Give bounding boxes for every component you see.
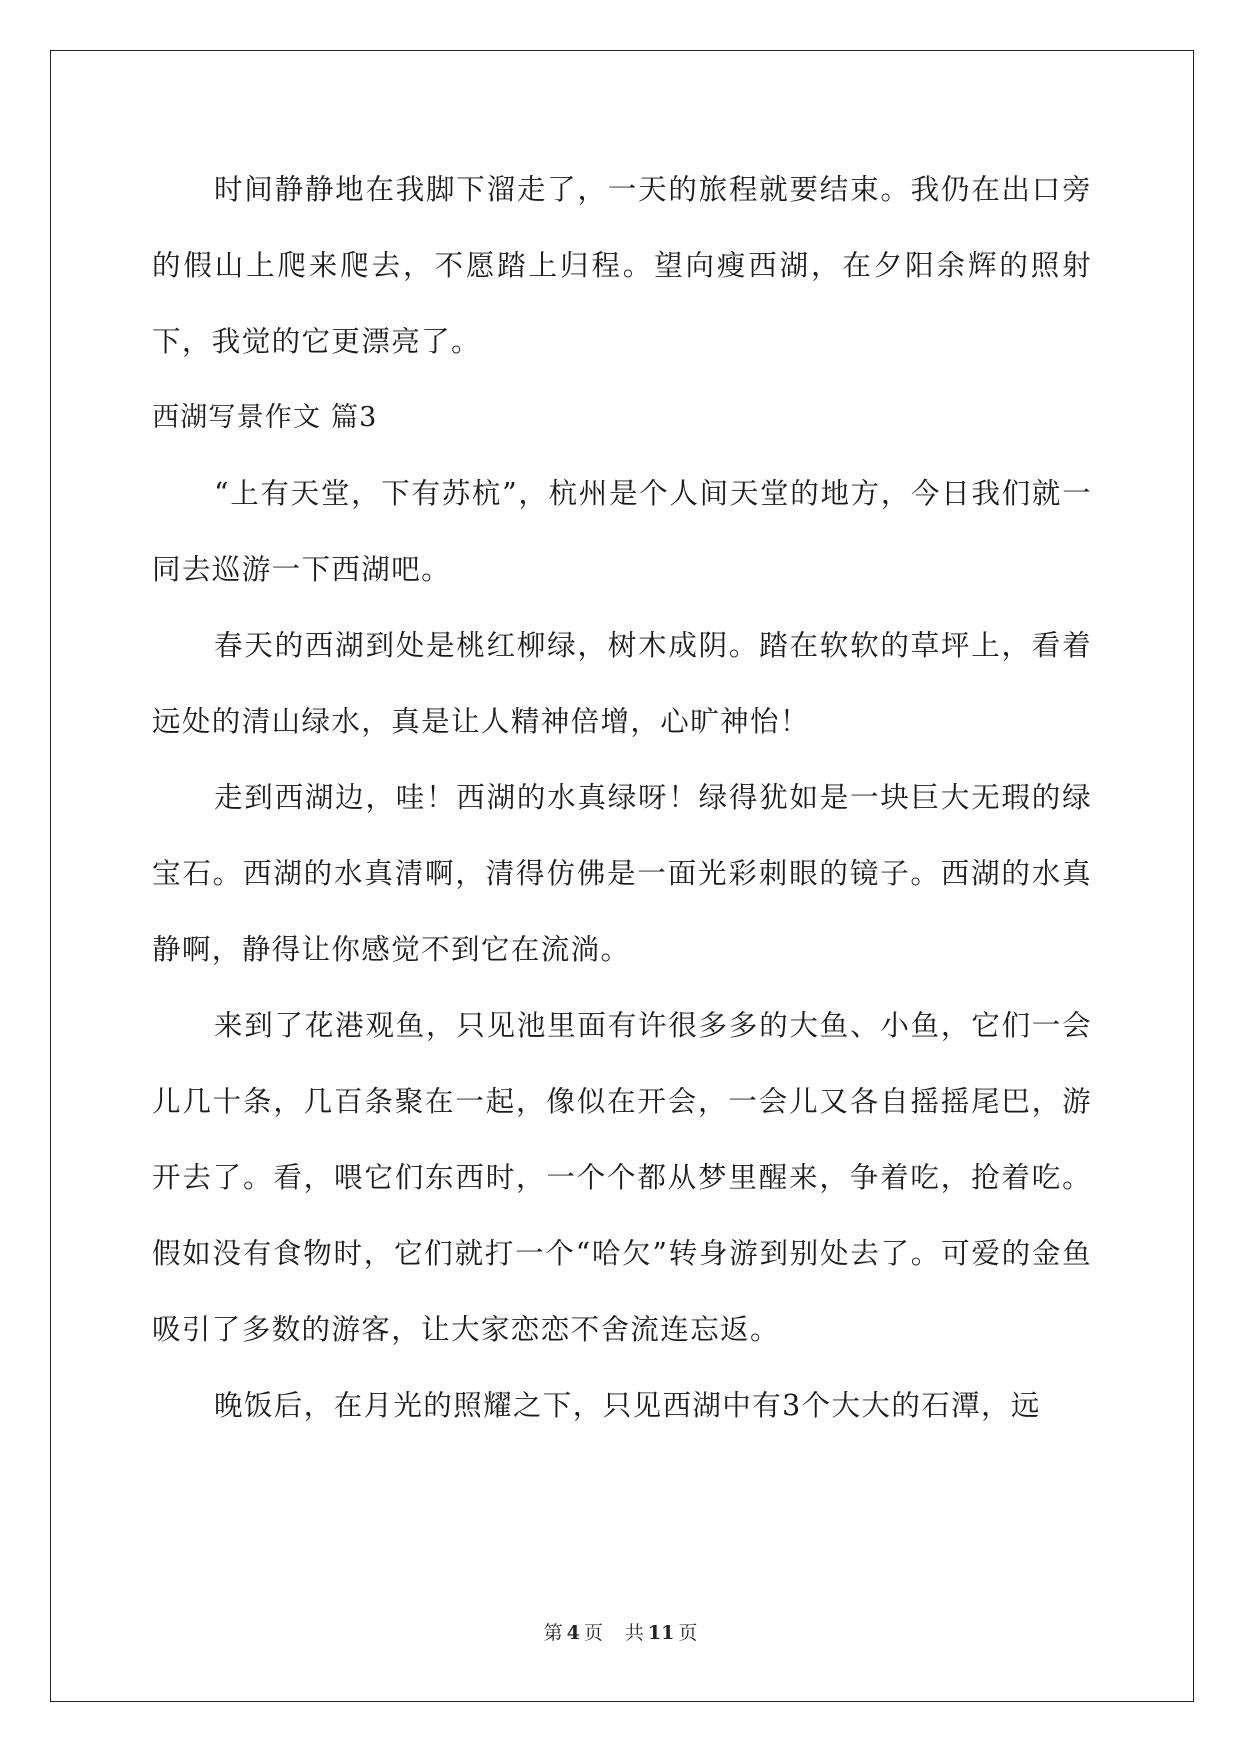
paragraph-2: “上有天堂，下有苏杭”，杭州是个人间天堂的地方，今日我们就一同去巡游一下西湖吧。 — [152, 477, 1092, 586]
page-total — [621, 1622, 701, 1644]
current-page: 4 — [566, 1622, 580, 1644]
section-heading: 西湖写景作文 篇3 — [152, 402, 378, 433]
total-pages: 11 — [647, 1622, 675, 1644]
paragraph-1: 时间静静地在我脚下溜走了，一天的旅程就要结束。我仍在出口旁的假山上爬来爬去，不愿踏上归程。望向瘦西湖，在夕阳余辉的照射下，我觉的它更漂亮了。 — [152, 173, 1092, 358]
paragraph-3: 春天的西湖到处是桃红柳绿，树木成阴。踏在软软的草坪上，看着远处的清山绿水，真是让人精神倍增，心旷神怡！ — [152, 629, 1092, 738]
paragraph-4: 走到西湖边，哇！西湖的水真绿呀！绿得犹如是一块巨大无瑕的绿宝石。西湖的水真清啊，清得仿佛是一面光彩刺眼的镜子。西湖的水真静啊，静得让你感觉不到它在流淌。 — [152, 781, 1092, 966]
page-suffix: 页 — [583, 1622, 603, 1644]
page-footer — [0, 1618, 1241, 1645]
document-body — [152, 152, 1092, 1444]
paragraph-6: 晚饭后，在月光的照耀之下，只见西湖中有3个大大的石潭，远 — [214, 1389, 1041, 1422]
total-prefix: 共 — [624, 1622, 644, 1644]
page-number — [540, 1622, 607, 1644]
page-prefix: 第 — [543, 1622, 563, 1644]
paragraph-5: 来到了花港观鱼，只见池里面有许很多多的大鱼、小鱼，它们一会儿几十条，几百条聚在一起，像似在开会，一会儿又各自摇摇尾巴，游开去了。看，喂它们东西时，一个个都从梦里醒来，争着吃，抢着吃。假如没有食物时，它们就打一个“哈欠”转身游到别处去了。可爱的金鱼吸引了多数的游客，让大家恋恋不舍流连忘返。 — [152, 1009, 1092, 1346]
total-suffix: 页 — [678, 1622, 698, 1644]
